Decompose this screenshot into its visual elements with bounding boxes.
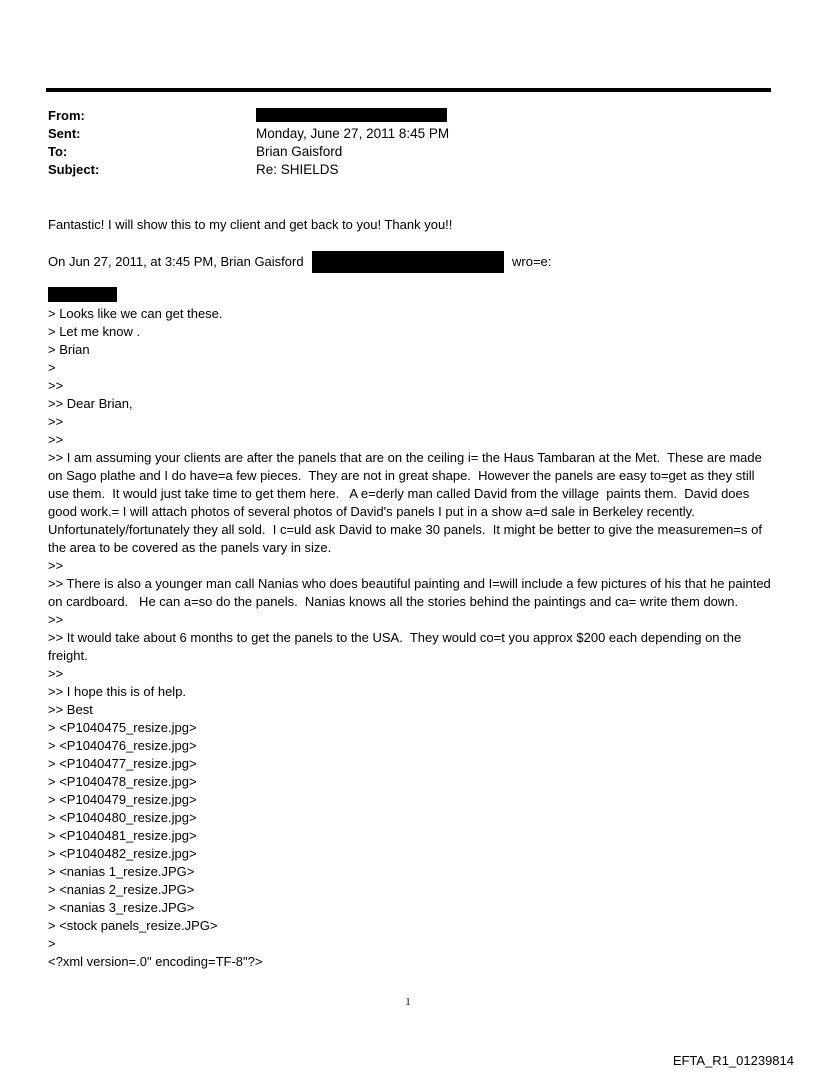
- message-line: > <P1040479_resize.jpg>: [48, 792, 197, 807]
- message-line: >>: [48, 612, 64, 627]
- subject-value: Re: SHIELDS: [256, 162, 339, 177]
- message-line: >>: [48, 558, 64, 573]
- message-line: >> There is also a younger man call Nanias who does beautiful painting and I=will include a few pictures of his that he painted on cardboard. He can a=so do the panels. Nanias knows all the stories behind the paintings and ca= write them down.: [48, 576, 775, 609]
- reply-line: Fantastic! I will show this to my client and get back to you! Thank you!!: [48, 217, 453, 232]
- message-line: > Brian: [48, 342, 90, 357]
- message-line: >> Dear Brian,: [48, 396, 133, 411]
- message-line: > <nanias 3_resize.JPG>: [48, 900, 195, 915]
- message-line: >>: [48, 666, 64, 681]
- redacted-block: [48, 287, 117, 302]
- message-line: >>: [48, 414, 64, 429]
- header-rule: [46, 88, 771, 92]
- message-line: > <P1040480_resize.jpg>: [48, 810, 197, 825]
- bates-number: EFTA_R1_01239814: [672, 1053, 794, 1068]
- message-line: > Looks like we can get these.: [48, 306, 223, 321]
- message-line: >> I am assuming your clients are after the panels that are on the ceiling i= the Haus Tambaran at the Met. These are made on Sago plathe and I do have=a few pieces. They are not in great shape. However the panels are easy to=get as they still use them. It would just take time to get them here. A e=derly man called David from the village paints them. David does good work.= I will attach photos of several photos of David's panels I put in a show a=d sale in Berkeley recently. Unfortunately/fortunately they all sold. I c=uld ask David to make 30 panels. It might be better to give the measuremen=s of the area to be covered as the panels vary in size.: [48, 450, 766, 555]
- to-label: To:: [48, 144, 68, 159]
- message-line: >> I hope this is of help.: [48, 684, 187, 699]
- message-line: > <P1040481_resize.jpg>: [48, 828, 197, 843]
- message-line: >: [48, 936, 56, 951]
- to-value: Brian Gaisford: [256, 144, 343, 159]
- subject-label: Subject:: [48, 162, 100, 177]
- redacted-from: [256, 108, 447, 122]
- page-number: 1: [405, 996, 411, 1008]
- message-line: > <P1040482_resize.jpg>: [48, 846, 197, 861]
- message-line: > <P1040475_resize.jpg>: [48, 720, 197, 735]
- redacted-email: [312, 251, 504, 273]
- from-label: From:: [48, 108, 85, 123]
- message-line: <?xml version=.0" encoding=TF-8"?>: [48, 954, 263, 969]
- message-line: >: [48, 360, 56, 375]
- message-line: >>: [48, 378, 64, 393]
- sent-label: Sent:: [48, 126, 81, 141]
- message-line: > <P1040478_resize.jpg>: [48, 774, 197, 789]
- quote-intro-end: wro=e:: [512, 254, 552, 269]
- message-line: >>: [48, 432, 64, 447]
- message-line: > <nanias 2_resize.JPG>: [48, 882, 195, 897]
- sent-value: Monday, June 27, 2011 8:45 PM: [256, 126, 450, 141]
- message-line: >> Best: [48, 702, 93, 717]
- quote-intro-start: On Jun 27, 2011, at 3:45 PM, Brian Gaisford: [48, 254, 304, 269]
- message-line: > Let me know .: [48, 324, 141, 339]
- message-line: >> It would take about 6 months to get the panels to the USA. They would co=t you approx $200 each depending on the freight.: [48, 630, 745, 663]
- message-line: > <nanias 1_resize.JPG>: [48, 864, 195, 879]
- message-line: > <P1040477_resize.jpg>: [48, 756, 197, 771]
- quoted-message-body: [48, 305, 773, 971]
- message-line: > <P1040476_resize.jpg>: [48, 738, 197, 753]
- message-line: > <stock panels_resize.JPG>: [48, 918, 218, 933]
